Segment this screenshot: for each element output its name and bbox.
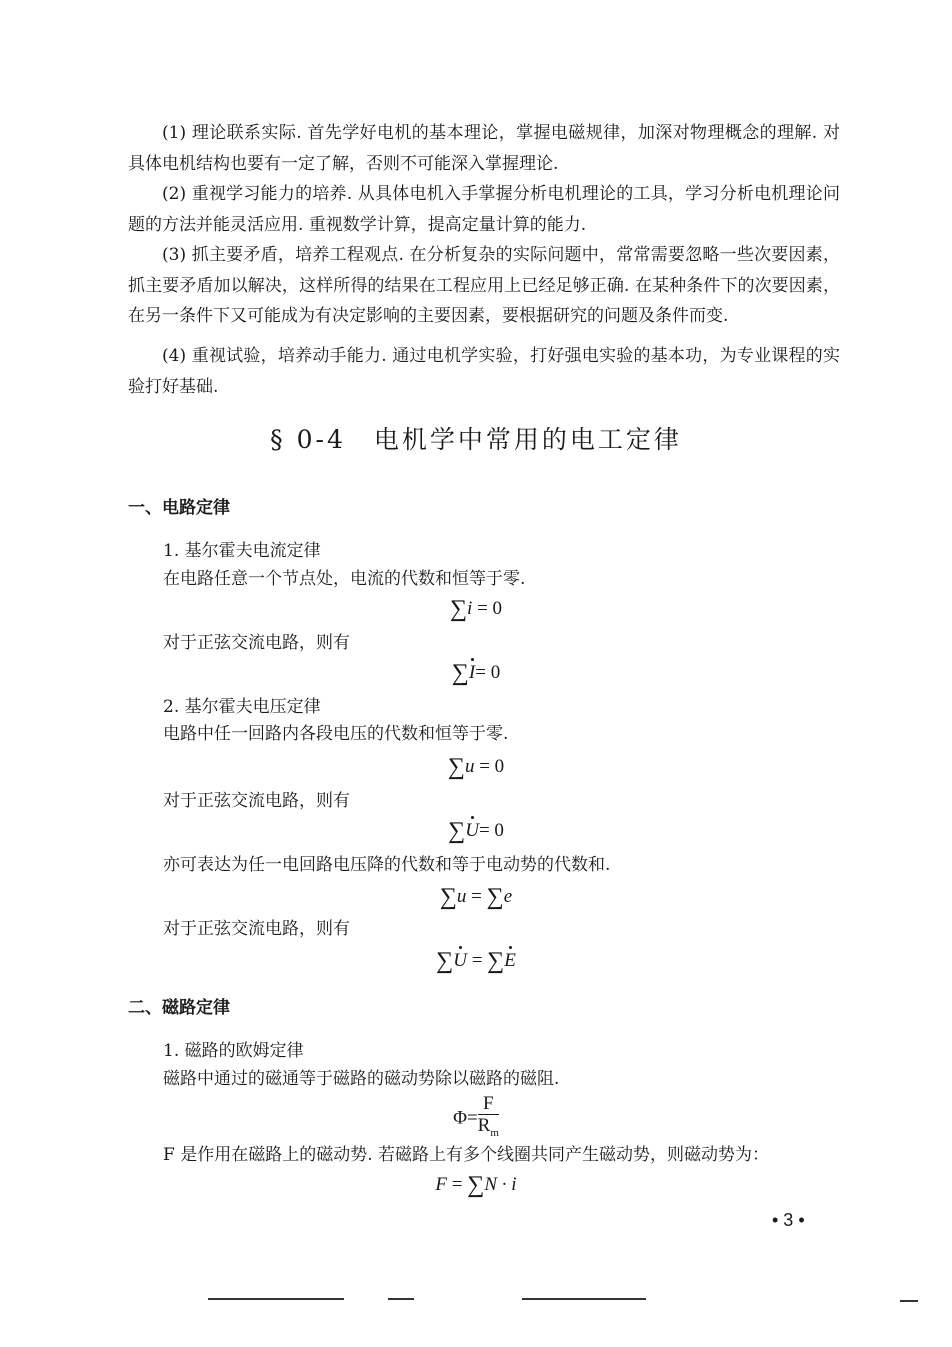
- kvl-title: 2. 基尔霍夫电压定律: [163, 697, 321, 717]
- heading-magnetic-laws: 二、磁路定律: [128, 998, 230, 1018]
- scan-artifact-line: [522, 1298, 646, 1300]
- formula-kvl-emf-ac: ∑U = ∑E: [436, 948, 516, 974]
- mmf-text: F 是作用在磁路上的磁动势. 若磁路上有多个线圈共同产生磁动势，则磁动势为：: [163, 1145, 770, 1165]
- ac-note-1: 对于正弦交流电路，则有: [163, 633, 350, 653]
- formula-magnetic-ohm: Φ= $\frac{F}{R_m}$: [453, 1093, 499, 1139]
- scan-artifact-line: [900, 1300, 918, 1302]
- ohm-law-text: 磁路中通过的磁通等于磁路的磁动势除以磁路的磁阻.: [163, 1069, 560, 1089]
- paragraph-2: (2) 重视学习能力的培养. 从具体电机入手掌握分析电机理论的工具，学习分析电机理论问题的方法并能灵活应用. 重视数学计算，提高定量计算的能力.: [128, 184, 840, 235]
- formula-kcl-ac: ∑I= 0: [451, 660, 501, 686]
- ohm-law-title: 1. 磁路的欧姆定律: [163, 1041, 304, 1061]
- paragraph-3: (3) 抓主要矛盾，培养工程观点. 在分析复杂的实际问题中，常常需要忽略一些次要因素，抓主要矛盾加以解决，这样所得的结果在工程应用上已经足够正确. 在某种条件下的次要因素，在另一条件下又可能成为有决定影响的主要因素，要根据研究的问题及条件而变.: [128, 245, 840, 326]
- heading-circuit-laws: 一、电路定律: [128, 498, 230, 518]
- kvl-alternative-text: 亦可表达为任一电回路电压降的代数和等于电动势的代数和.: [163, 855, 611, 875]
- kcl-title: 1. 基尔霍夫电流定律: [163, 541, 321, 561]
- formula-kvl-ac: ∑U= 0: [448, 818, 504, 844]
- ac-note-2: 对于正弦交流电路，则有: [163, 791, 350, 811]
- page-number: • 3 •: [772, 1210, 805, 1230]
- paragraph-4: (4) 重视试验，培养动手能力. 通过电机学实验，打好强电实验的基本功，为专业课程的实验打好基础.: [128, 346, 840, 397]
- scan-artifact-line: [208, 1298, 344, 1300]
- formula-kcl: ∑i = 0: [449, 596, 503, 622]
- section-title: § 0-4 电机学中常用的电工定律: [270, 425, 682, 454]
- kcl-text: 在电路任意一个节点处，电流的代数和恒等于零.: [163, 569, 526, 589]
- kvl-text: 电路中任一回路内各段电压的代数和恒等于零.: [163, 724, 509, 744]
- formula-kvl: ∑u = 0: [447, 754, 505, 780]
- ac-note-3: 对于正弦交流电路，则有: [163, 919, 350, 939]
- paragraph-1: (1) 理论联系实际. 首先学好电机的基本理论，掌握电磁规律，加深对物理概念的理解. 对具体电机结构也要有一定了解，否则不可能深入掌握理论.: [128, 123, 840, 174]
- formula-kvl-emf: ∑u = ∑e: [439, 884, 513, 910]
- formula-mmf: F = ∑N · i: [435, 1172, 517, 1198]
- scan-artifact-line: [388, 1298, 414, 1300]
